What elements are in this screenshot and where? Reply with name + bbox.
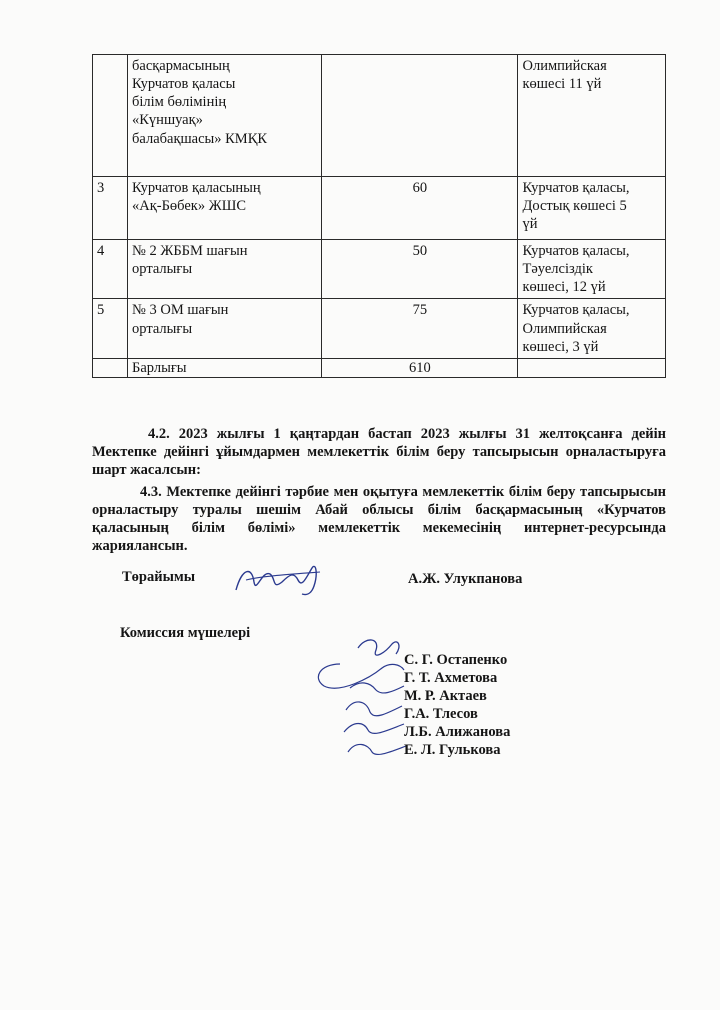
row-number xyxy=(93,358,128,377)
members-list xyxy=(404,651,510,759)
capacity-value: 50 xyxy=(322,240,518,299)
members-signatures xyxy=(310,634,410,762)
member-name: Е. Л. Гулькова xyxy=(404,742,501,758)
chair-signature xyxy=(232,560,324,600)
paragraph-4-3: 4.3. Мектепке дейінгі тәрбие мен оқытуға мемлекеттік білім беру тапсырысын орналастыру туралы шешім Абай облысы білім басқармасының «Курчатов қаласының білім бөлімі» мемлекеттік мекемесінің интернет-ресурсында жариялансын. xyxy=(92,483,666,554)
total-address xyxy=(518,358,666,377)
table-row xyxy=(93,299,666,358)
member-name: Г. Т. Ахметова xyxy=(404,670,498,686)
address-value: Курчатов қаласы, Олимпийская көшесі, 3 үй xyxy=(518,299,666,358)
table-row xyxy=(93,55,666,177)
institution-name: № 2 ЖББМ шағын орталығы xyxy=(128,240,322,299)
member-name: Л.Б. Алижанова xyxy=(404,724,511,740)
institution-name: № 3 ОМ шағын орталығы xyxy=(128,299,322,358)
paragraph-4-2: 4.2. 2023 жылғы 1 қаңтардан бастап 2023 жылғы 31 желтоқсанға дейін Мектепке дейінгі ұйымдармен мемлекеттік білім беру тапсырысын орналастыруға шарт жасалсын: xyxy=(92,425,666,478)
capacity-value xyxy=(322,55,518,177)
total-label: Барлығы xyxy=(128,358,322,377)
address-value: Олимпийская көшесі 11 үй xyxy=(518,55,666,177)
member-name: М. Р. Актаев xyxy=(404,688,487,704)
row-number: 4 xyxy=(93,240,128,299)
row-number: 5 xyxy=(93,299,128,358)
member-name: С. Г. Остапенко xyxy=(404,652,508,668)
capacity-value: 60 xyxy=(322,177,518,240)
table-row xyxy=(93,240,666,299)
chair-label: Төрайымы xyxy=(122,569,196,585)
table-total-row xyxy=(93,358,666,377)
institution-name: Курчатов қаласының «Ақ-Бөбек» ЖШС xyxy=(128,177,322,240)
address-value: Курчатов қаласы, Тәуелсіздік көшесі, 12 үй xyxy=(518,240,666,299)
row-number: 3 xyxy=(93,177,128,240)
row-number xyxy=(93,55,128,177)
member-name: Г.А. Тлесов xyxy=(404,706,478,722)
kindergarten-table xyxy=(92,54,666,378)
capacity-value: 75 xyxy=(322,299,518,358)
address-value: Курчатов қаласы, Достық көшесі 5 үй xyxy=(518,177,666,240)
total-value: 610 xyxy=(322,358,518,377)
table-row xyxy=(93,177,666,240)
chair-name: А.Ж. Улукпанова xyxy=(408,571,523,587)
members-label: Комиссия мүшелері xyxy=(120,625,251,641)
institution-name: басқармасының Курчатов қаласы білім бөлімінің «Күншуақ» балабақшасы» КМҚК xyxy=(128,55,322,177)
